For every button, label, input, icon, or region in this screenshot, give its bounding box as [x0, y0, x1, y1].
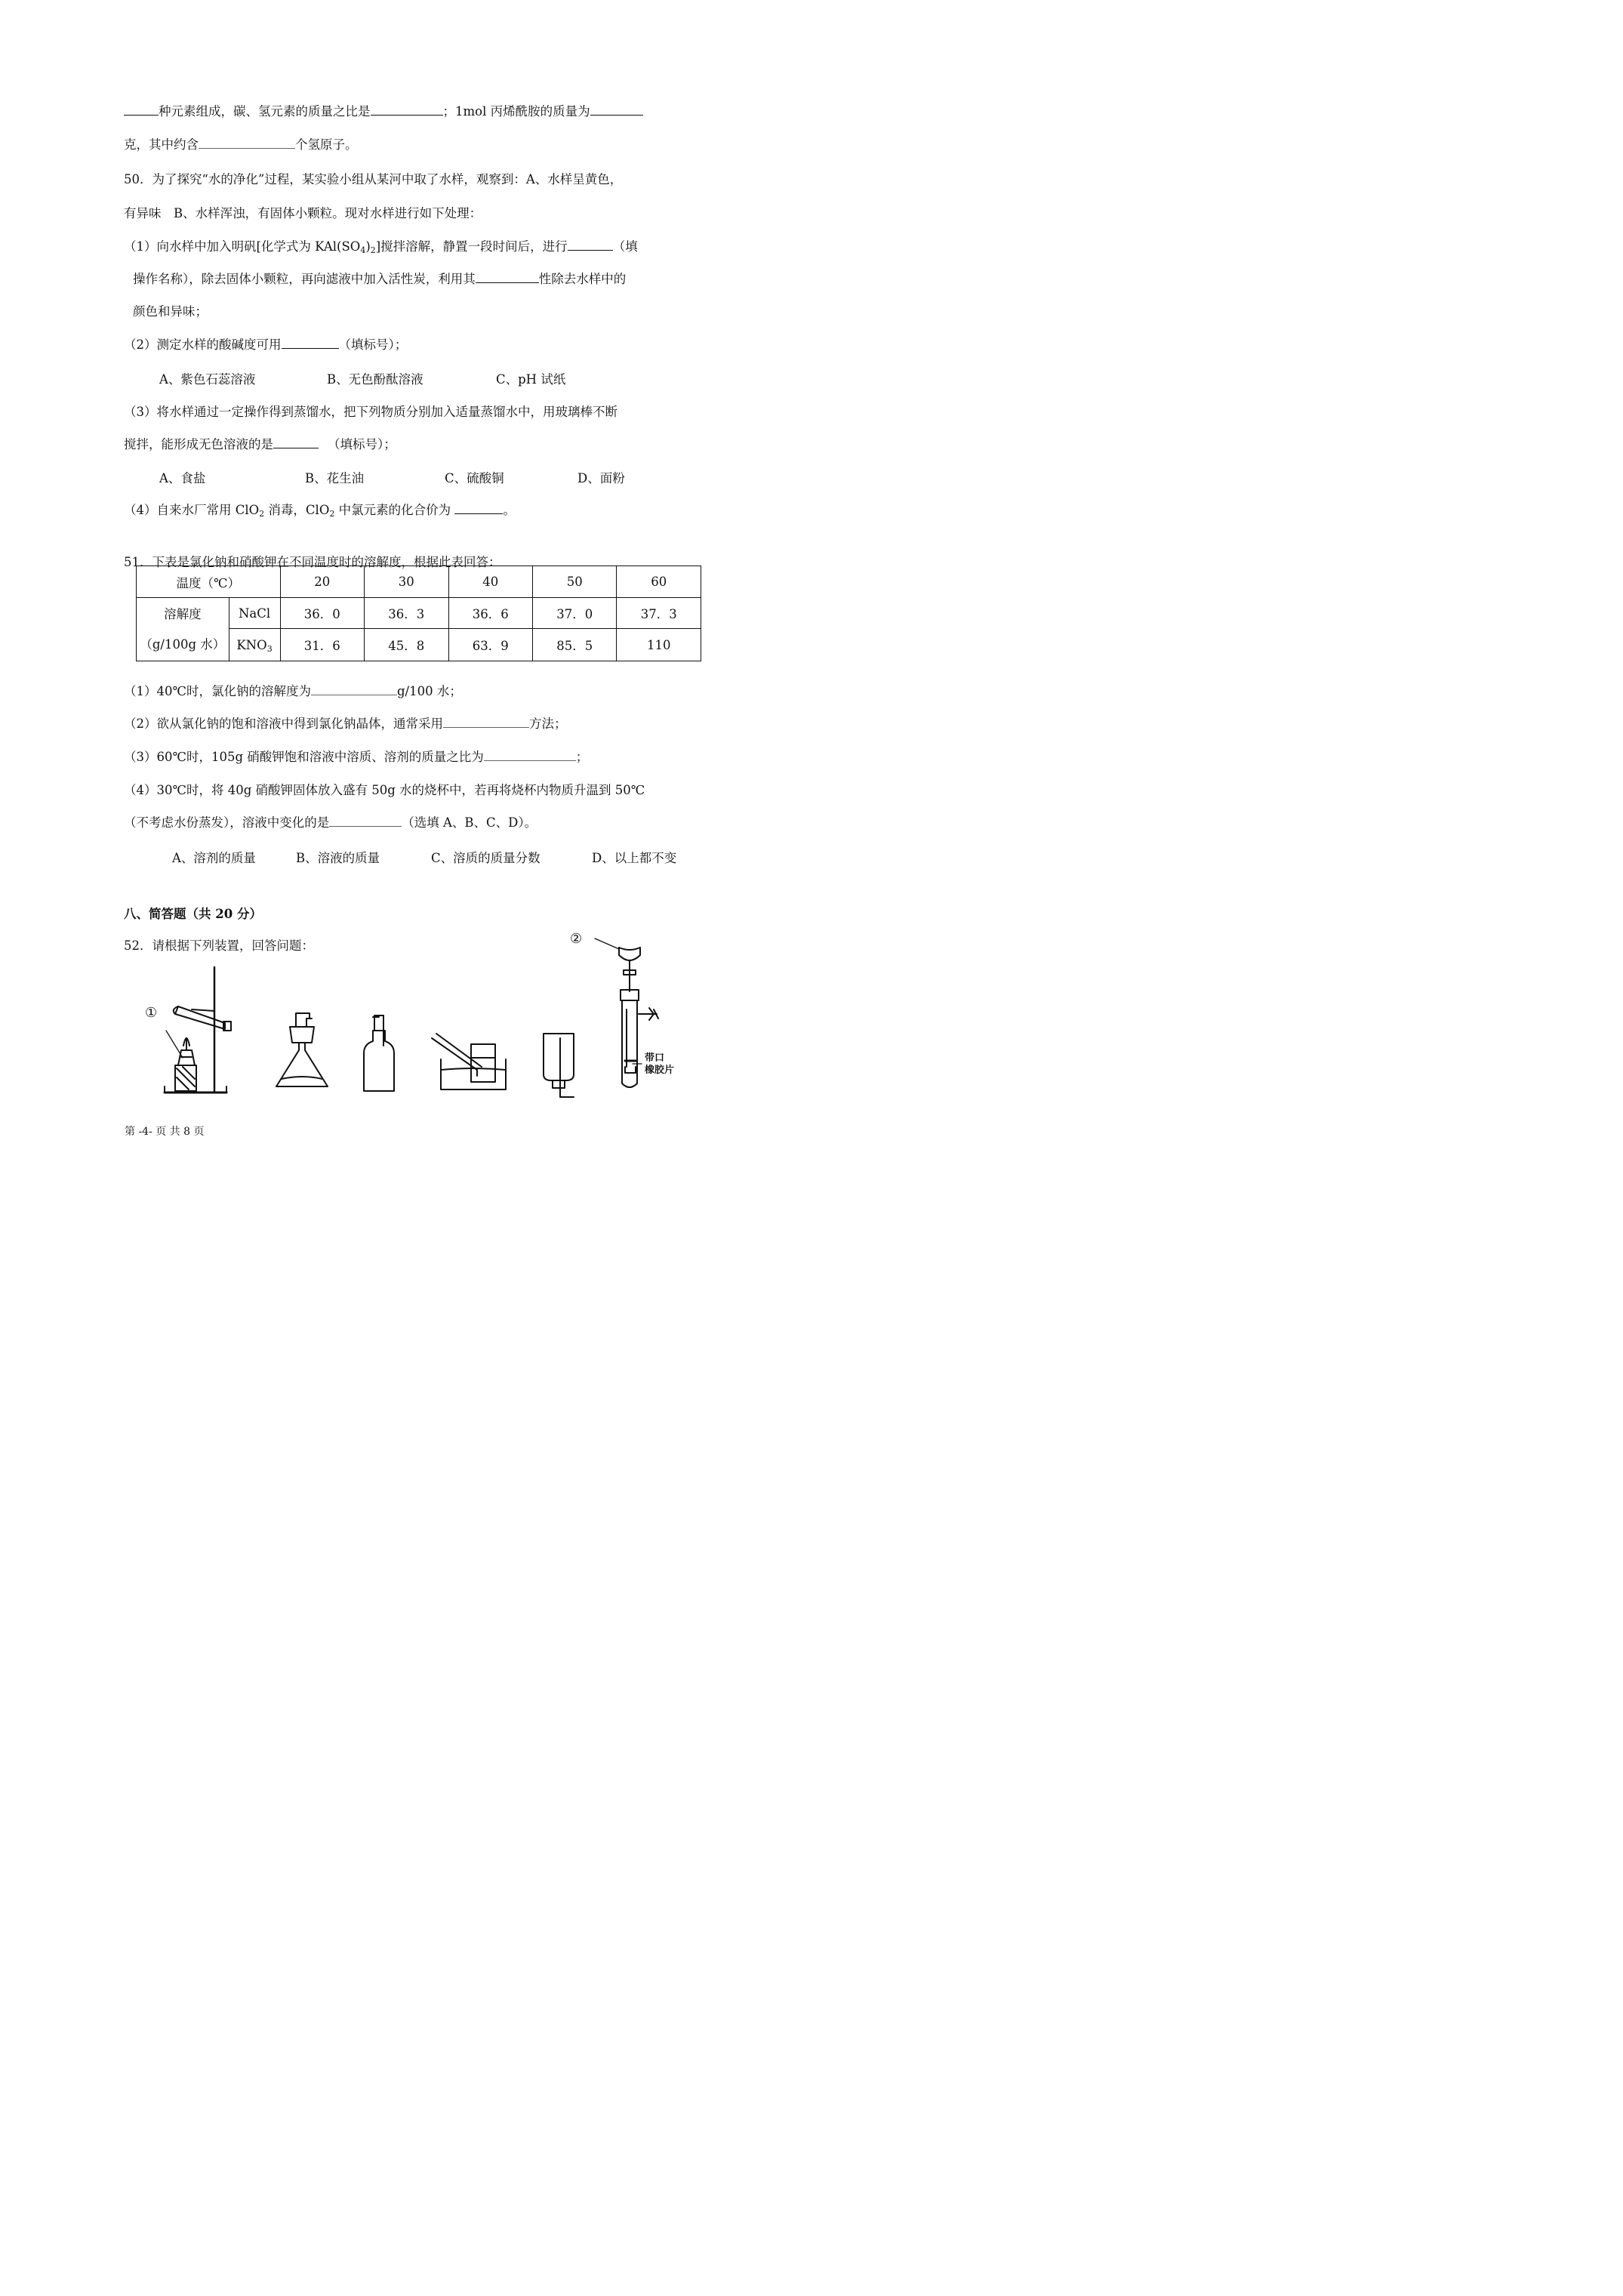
nacl-value-cell: 36．3	[365, 598, 448, 629]
nacl-value-cell: 36．6	[448, 598, 532, 629]
answer-blank[interactable]	[590, 103, 643, 116]
q50-part2	[124, 336, 407, 354]
option-d: D、以上都不变	[592, 851, 677, 865]
kno3-value-cell: 85．5	[532, 629, 616, 661]
page-footer: 第 -4- 页 共 8 页	[125, 1126, 205, 1138]
option-a: A、溶剂的质量	[172, 851, 256, 865]
q50-part4	[124, 501, 516, 519]
apparatus-c-bottle	[364, 1015, 394, 1091]
answer-blank[interactable]	[329, 814, 402, 827]
q51-part3	[124, 748, 588, 766]
q50-text: 性除去水样中的	[538, 272, 627, 286]
option-d: D、面粉	[577, 471, 625, 485]
temp-cell: 60	[617, 566, 701, 598]
kno3-label-cell	[229, 629, 280, 661]
q51-text: （3）60℃时，105g 硝酸钾饱和溶液中溶质、溶剂的质量之比为	[124, 750, 484, 764]
nacl-value-cell: 37．0	[532, 598, 616, 629]
rubber-label-line2: 橡胶片	[645, 1065, 675, 1076]
q51-part4-line2	[124, 814, 537, 832]
q50-text: 。	[503, 503, 516, 517]
answer-blank[interactable]	[273, 436, 319, 448]
option-c: C、pH 试纸	[496, 372, 566, 387]
q50-part3: （3）将水样通过一定操作得到蒸馏水，把下列物质分别加入适量蒸馏水中，用玻璃棒不断	[124, 405, 617, 419]
q51-part4: （4）30℃时，将 40g 硝酸钾固体放入盛有 50g 水的烧杯中，若再将烧杯内物质升温到 50℃	[124, 783, 645, 797]
apparatus-figure	[128, 925, 702, 1114]
subscript: 2	[370, 245, 376, 255]
option-b: B、无色酚酞溶液	[327, 372, 423, 387]
apparatus-b-flask	[276, 1013, 328, 1086]
answer-blank[interactable]	[311, 683, 397, 695]
intro-text: ；1mol 丙烯酰胺的质量为	[442, 104, 590, 119]
option-a: A、食盐	[159, 471, 206, 485]
q51-text: （选填 A、B、C、D）。	[402, 815, 537, 830]
q50-text: 中氯元素的化合价为	[334, 503, 455, 517]
answer-blank[interactable]	[371, 103, 443, 116]
nacl-value-cell: 36．0	[280, 598, 364, 629]
q51-text: （不考虑水份蒸发），溶液中变化的是	[124, 815, 330, 830]
exam-page	[0, 0, 812, 1148]
q50-text: 搅拌，能形成无色溶液的是	[124, 437, 273, 451]
intro-text: 个氢原子。	[295, 137, 358, 152]
solubility-unit: （g/100g 水）	[140, 636, 226, 652]
solubility-table	[136, 566, 701, 661]
q50-text: )	[365, 239, 371, 254]
label-1: ①	[145, 1005, 158, 1021]
table-row-nacl	[137, 598, 701, 629]
q51-part1	[124, 683, 462, 701]
apparatus-e-inverted-bottle	[544, 1034, 574, 1097]
temp-cell: 20	[280, 566, 364, 598]
kno3-value-cell: 110	[617, 629, 701, 661]
intro-text: 种元素组成，碳、氢元素的质量之比是	[159, 104, 371, 119]
question-51-stem: 51．下表是氯化钠和硝酸钾在不同温度时的溶解度，根据此表回答：	[124, 555, 501, 569]
intro-line-1	[124, 103, 643, 121]
q50-text: （填	[612, 239, 638, 254]
q51-text: ；	[575, 750, 589, 764]
subscript: 3	[266, 643, 273, 654]
q50-text: （填标号）；	[338, 337, 408, 352]
q51-part2	[124, 715, 567, 733]
apparatus-d-trough	[432, 1034, 506, 1089]
question-52-stem: 52．请根据下列装置，回答问题：	[124, 938, 314, 953]
answer-blank[interactable]	[484, 748, 576, 761]
option-c: C、硫酸铜	[445, 471, 504, 485]
solubility-label-cell	[137, 598, 229, 661]
q50-part1-line2	[133, 270, 626, 288]
q50-part1-line3: 颜色和异味；	[133, 304, 208, 319]
subscript: 4	[360, 245, 366, 255]
answer-blank[interactable]	[124, 103, 159, 116]
kno3-value-cell: 31．6	[280, 629, 364, 661]
answer-blank[interactable]	[476, 270, 539, 283]
label-2: ②	[570, 931, 583, 947]
q51-text: （1）40℃时，氯化钠的溶解度为	[124, 684, 311, 698]
answer-blank[interactable]	[282, 336, 339, 349]
q50-part3-line2	[124, 436, 396, 454]
option-c: C、溶质的质量分数	[431, 851, 540, 865]
q50-text: ]搅拌溶解，静置一段时间后，进行	[375, 239, 568, 254]
kno3-value-cell: 63．9	[448, 629, 532, 661]
intro-line-2	[124, 136, 358, 154]
temp-cell: 50	[532, 566, 616, 598]
q51-text: 方法；	[529, 717, 567, 731]
answer-blank[interactable]	[454, 501, 503, 514]
q50-text: 消毒，ClO	[264, 503, 330, 517]
question-50-stem-cont: 有异味 B、水样浑浊，有固体小颗粒。现对水样进行如下处理：	[124, 206, 482, 220]
apparatus-a-heating	[165, 967, 231, 1093]
q51-text: g/100 水；	[396, 684, 462, 698]
table-header-row	[137, 566, 701, 598]
option-a: A、紫色石蕊溶液	[159, 372, 256, 387]
kno3-value-cell: 45．8	[365, 629, 448, 661]
rubber-label-line1: 带口	[645, 1052, 665, 1064]
q50-text: 操作名称），除去固体小颗粒，再向滤液中加入活性炭，利用其	[133, 272, 476, 286]
q50-text: （2）测定水样的酸碱度可用	[124, 337, 282, 352]
answer-blank[interactable]	[568, 238, 613, 251]
temp-cell: 30	[365, 566, 448, 598]
section-title: 八、简答题（共 20 分）	[124, 907, 262, 921]
question-50-stem: 50．为了探究“水的净化”过程，某实验小组从某河中取了水样，观察到：A、水样呈黄色，	[124, 172, 623, 186]
answer-blank[interactable]	[199, 136, 295, 149]
solubility-label: 溶解度	[164, 606, 202, 621]
subscript: 2	[329, 509, 335, 519]
intro-text: 克，其中约含	[124, 137, 199, 152]
nacl-label-cell: NaCl	[229, 598, 280, 629]
q50-part1	[124, 238, 638, 256]
temp-cell: 40	[448, 566, 532, 598]
answer-blank[interactable]	[443, 715, 529, 728]
nacl-value-cell: 37．3	[617, 598, 701, 629]
option-b: B、花生油	[305, 471, 365, 485]
q50-text: （填标号）；	[328, 437, 396, 451]
temp-header-cell: 温度（℃）	[137, 566, 281, 598]
q50-text: （4）自来水厂常用 ClO	[124, 503, 260, 517]
option-b: B、溶液的质量	[296, 851, 380, 865]
subscript: 2	[259, 509, 265, 519]
kno3-label: KNO	[236, 637, 267, 652]
q51-text: （2）欲从氯化钠的饱和溶液中得到氯化钠晶体，通常采用	[124, 717, 443, 731]
q50-text: （1）向水样中加入明矾[化学式为 KAl(SO	[124, 239, 361, 254]
